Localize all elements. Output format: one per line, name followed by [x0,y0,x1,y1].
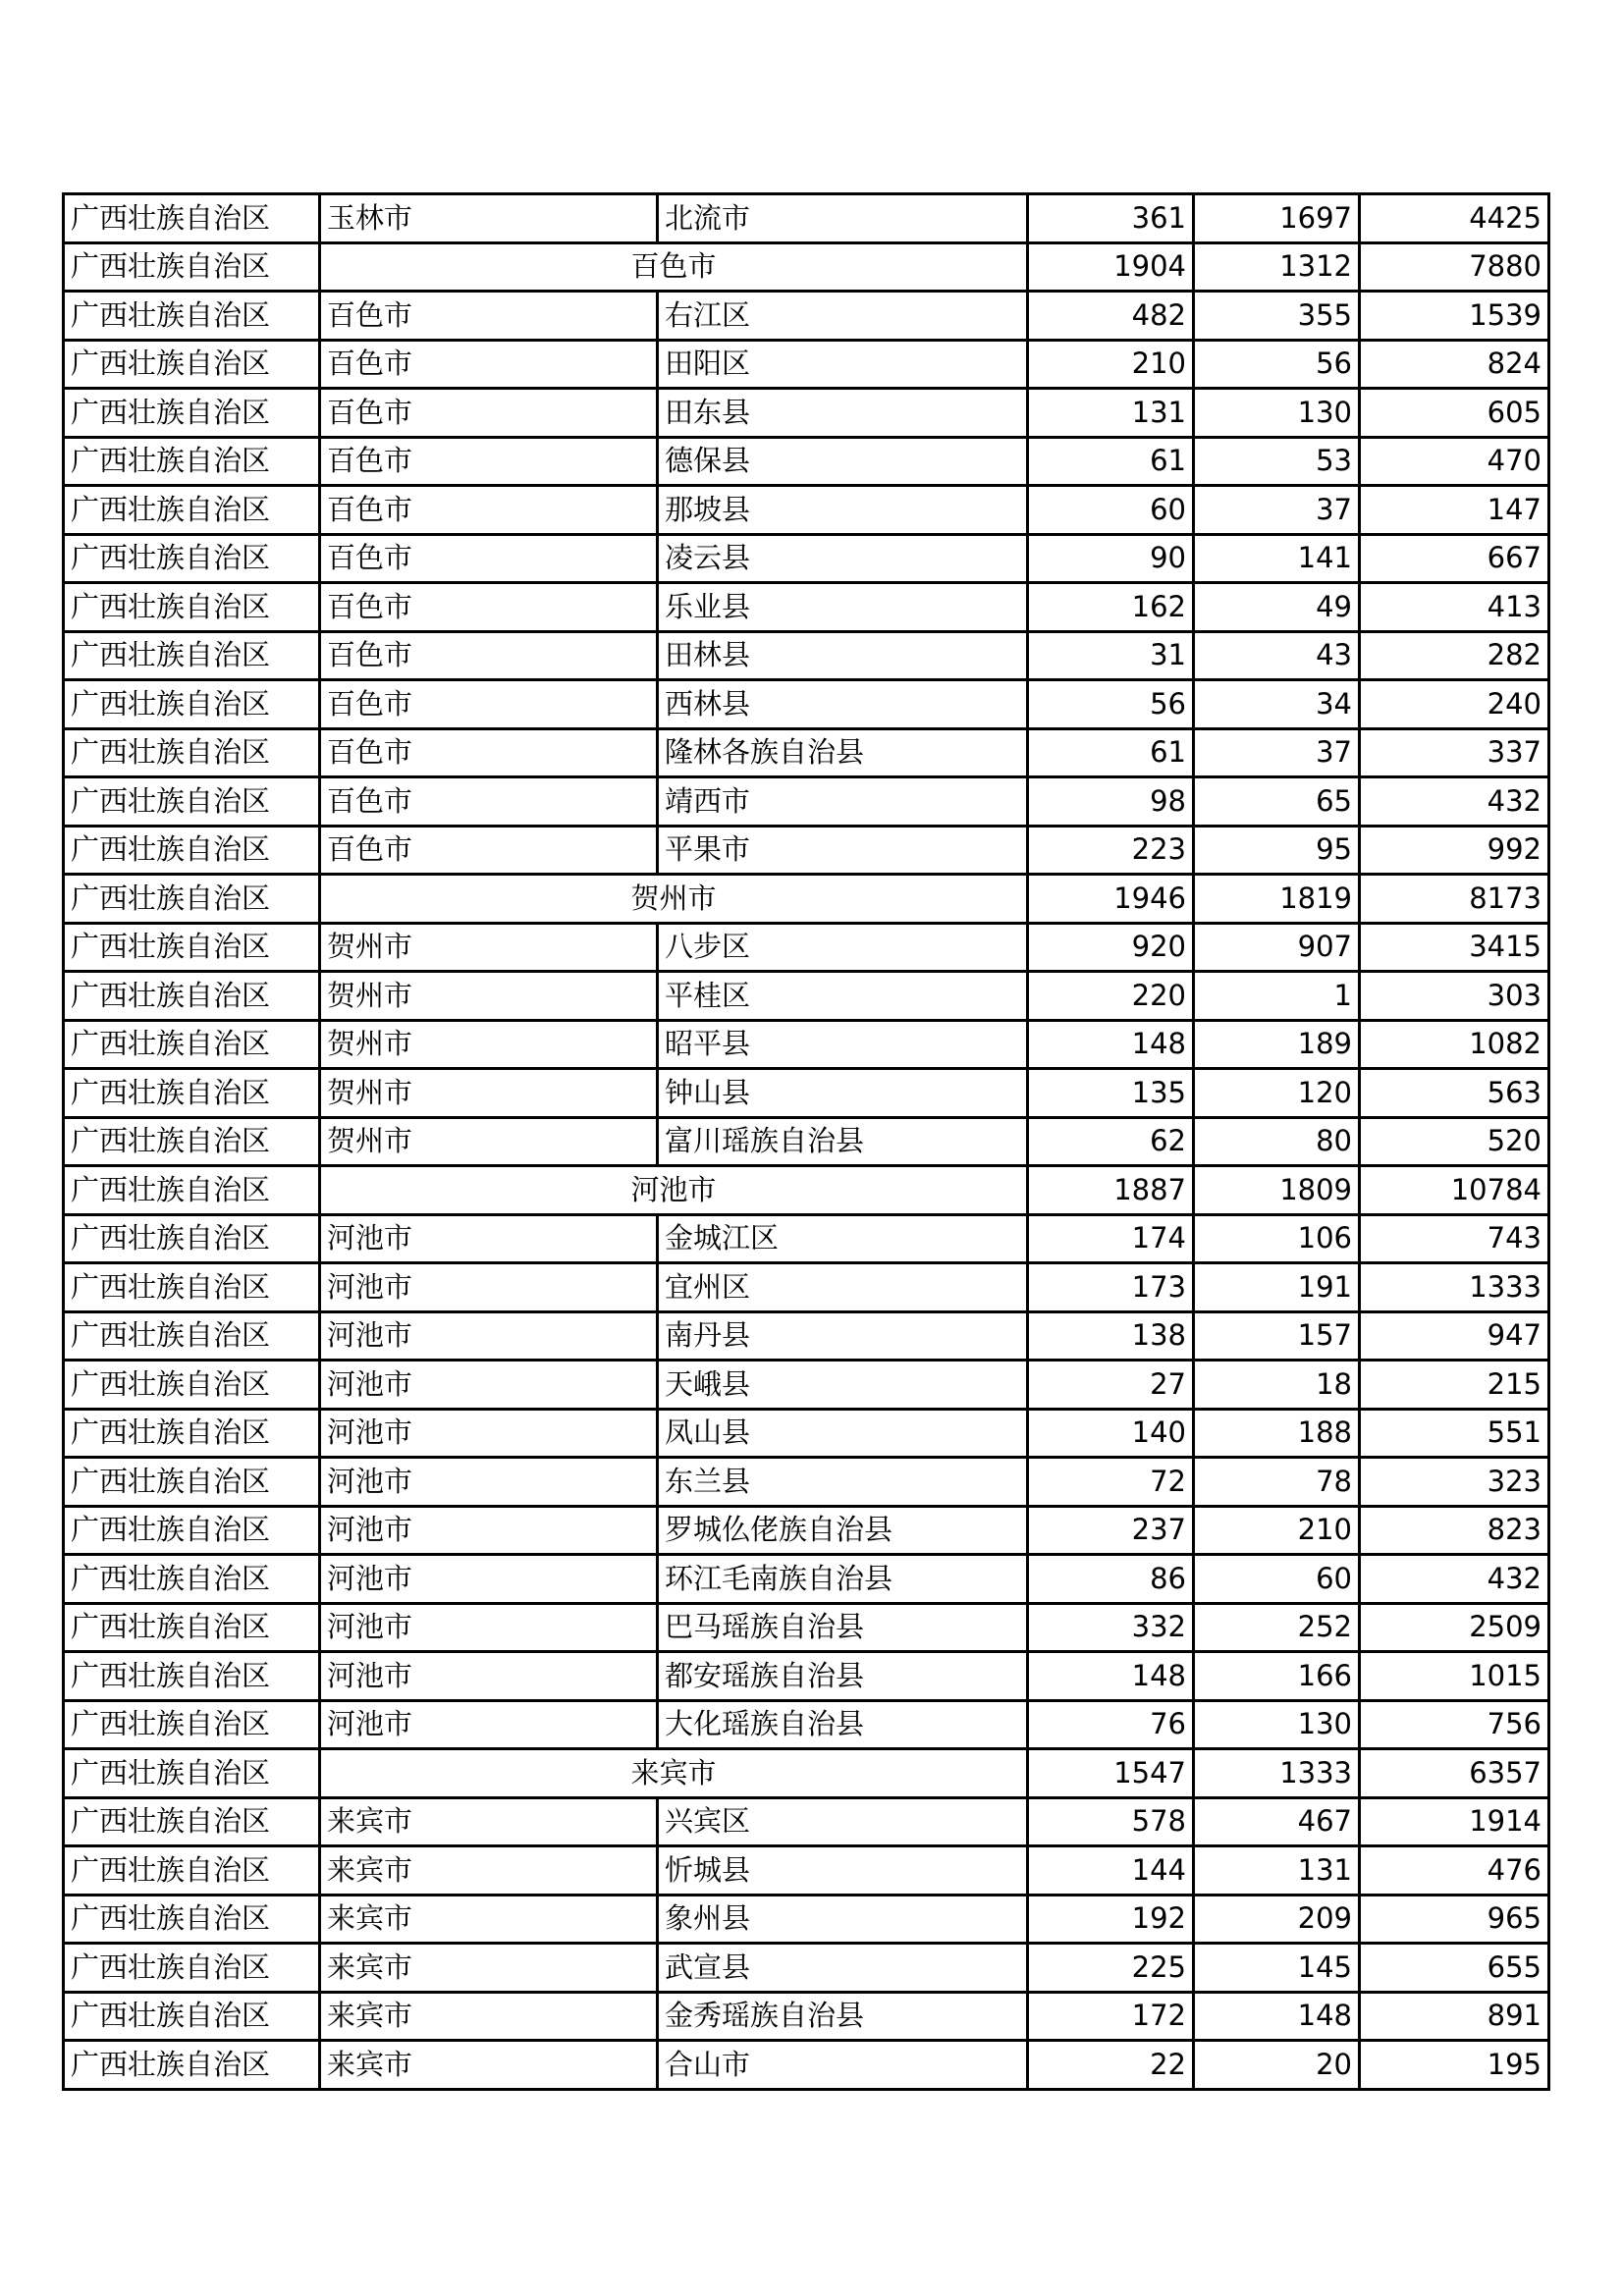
value-cell-1: 192 [1028,1895,1194,1944]
city-cell: 来宾市 [320,2041,658,2090]
value-cell-2: 65 [1194,777,1360,827]
city-cell: 来宾市 [320,1846,658,1896]
value-cell-1: 223 [1028,826,1194,875]
value-cell-2: 34 [1194,680,1360,729]
table-row [64,631,1549,680]
value-cell-2: 1809 [1194,1166,1360,1215]
province-cell: 广西壮族自治区 [64,340,320,389]
value-cell-1: 144 [1028,1846,1194,1896]
county-cell: 东兰县 [658,1458,1028,1507]
county-cell: 凤山县 [658,1409,1028,1458]
county-cell: 乐业县 [658,583,1028,632]
value-cell-1: 225 [1028,1944,1194,1993]
county-cell: 昭平县 [658,1020,1028,1069]
value-cell-3: 947 [1360,1311,1549,1361]
value-cell-1: 174 [1028,1214,1194,1263]
value-cell-1: 98 [1028,777,1194,827]
city-cell: 百色市 [320,534,658,583]
city-cell: 河池市 [320,1603,658,1652]
value-cell-3: 823 [1360,1506,1549,1555]
value-cell-1: 237 [1028,1506,1194,1555]
province-cell: 广西壮族自治区 [64,1603,320,1652]
province-cell: 广西壮族自治区 [64,1409,320,1458]
city-cell: 河池市 [320,1409,658,1458]
city-cell: 河池市 [320,1652,658,1701]
value-cell-2: 80 [1194,1117,1360,1166]
province-cell: 广西壮族自治区 [64,1992,320,2041]
value-cell-1: 148 [1028,1020,1194,1069]
value-cell-3: 824 [1360,340,1549,389]
county-cell: 凌云县 [658,534,1028,583]
city-cell: 玉林市 [320,194,658,243]
value-cell-3: 7880 [1360,242,1549,292]
value-cell-1: 482 [1028,292,1194,341]
value-cell-1: 31 [1028,631,1194,680]
value-cell-3: 1015 [1360,1652,1549,1701]
value-cell-3: 476 [1360,1846,1549,1896]
province-cell: 广西壮族自治区 [64,777,320,827]
value-cell-1: 61 [1028,437,1194,486]
city-cell: 贺州市 [320,1020,658,1069]
value-cell-1: 140 [1028,1409,1194,1458]
city-total-row [64,1749,1549,1798]
city-cell: 来宾市 [320,1797,658,1846]
province-cell: 广西壮族自治区 [64,2041,320,2090]
value-cell-2: 18 [1194,1361,1360,1410]
province-cell: 广西壮族自治区 [64,1458,320,1507]
value-cell-1: 172 [1028,1992,1194,2041]
value-cell-3: 240 [1360,680,1549,729]
value-cell-3: 520 [1360,1117,1549,1166]
value-cell-3: 215 [1360,1361,1549,1410]
value-cell-1: 86 [1028,1555,1194,1604]
city-cell: 贺州市 [320,1117,658,1166]
city-cell: 百色市 [320,486,658,535]
province-cell: 广西壮族自治区 [64,1166,320,1215]
table-row [64,1992,1549,2041]
county-cell: 金秀瑶族自治县 [658,1992,1028,2041]
city-cell: 来宾市 [320,1895,658,1944]
value-cell-3: 756 [1360,1700,1549,1749]
value-cell-3: 563 [1360,1069,1549,1118]
county-cell: 都安瑶族自治县 [658,1652,1028,1701]
city-cell: 贺州市 [320,923,658,972]
value-cell-2: 188 [1194,1409,1360,1458]
value-cell-1: 1946 [1028,875,1194,924]
value-cell-1: 361 [1028,194,1194,243]
table-row [64,826,1549,875]
value-cell-1: 76 [1028,1700,1194,1749]
province-cell: 广西壮族自治区 [64,242,320,292]
county-cell: 兴宾区 [658,1797,1028,1846]
table-row [64,389,1549,438]
value-cell-2: 252 [1194,1603,1360,1652]
value-cell-3: 1914 [1360,1797,1549,1846]
value-cell-2: 60 [1194,1555,1360,1604]
value-cell-3: 303 [1360,972,1549,1021]
value-cell-2: 120 [1194,1069,1360,1118]
value-cell-2: 189 [1194,1020,1360,1069]
table-row [64,1652,1549,1701]
table-row [64,486,1549,535]
value-cell-2: 130 [1194,389,1360,438]
statistics-table [62,192,1550,2091]
table-row [64,1797,1549,1846]
value-cell-2: 1819 [1194,875,1360,924]
table-row [64,1361,1549,1410]
value-cell-1: 60 [1028,486,1194,535]
city-cell: 百色市 [320,340,658,389]
value-cell-2: 130 [1194,1700,1360,1749]
province-cell: 广西壮族自治区 [64,728,320,777]
value-cell-3: 1082 [1360,1020,1549,1069]
table-row [64,1117,1549,1166]
table-row [64,1409,1549,1458]
value-cell-2: 210 [1194,1506,1360,1555]
city-cell: 百色市 [320,826,658,875]
city-total-cell: 贺州市 [320,875,1028,924]
table-row [64,1555,1549,1604]
province-cell: 广西壮族自治区 [64,826,320,875]
city-cell: 河池市 [320,1263,658,1312]
province-cell: 广西壮族自治区 [64,292,320,341]
value-cell-3: 891 [1360,1992,1549,2041]
province-cell: 广西壮族自治区 [64,972,320,1021]
table-row [64,777,1549,827]
province-cell: 广西壮族自治区 [64,1749,320,1798]
value-cell-2: 43 [1194,631,1360,680]
value-cell-1: 173 [1028,1263,1194,1312]
city-cell: 河池市 [320,1458,658,1507]
value-cell-1: 162 [1028,583,1194,632]
county-cell: 隆林各族自治县 [658,728,1028,777]
county-cell: 天峨县 [658,1361,1028,1410]
value-cell-2: 191 [1194,1263,1360,1312]
city-cell: 百色市 [320,583,658,632]
value-cell-1: 220 [1028,972,1194,1021]
county-cell: 金城江区 [658,1214,1028,1263]
value-cell-2: 106 [1194,1214,1360,1263]
table-row [64,1020,1549,1069]
province-cell: 广西壮族自治区 [64,1361,320,1410]
value-cell-3: 147 [1360,486,1549,535]
value-cell-3: 6357 [1360,1749,1549,1798]
city-cell: 百色市 [320,292,658,341]
table-row [64,1311,1549,1361]
city-cell: 贺州市 [320,972,658,1021]
county-cell: 田林县 [658,631,1028,680]
value-cell-2: 1312 [1194,242,1360,292]
value-cell-2: 209 [1194,1895,1360,1944]
value-cell-1: 1904 [1028,242,1194,292]
table-row [64,2041,1549,2090]
county-cell: 象州县 [658,1895,1028,1944]
county-cell: 大化瑶族自治县 [658,1700,1028,1749]
county-cell: 德保县 [658,437,1028,486]
province-cell: 广西壮族自治区 [64,389,320,438]
value-cell-2: 20 [1194,2041,1360,2090]
table-row [64,1214,1549,1263]
table-row [64,1069,1549,1118]
value-cell-1: 578 [1028,1797,1194,1846]
city-cell: 百色市 [320,389,658,438]
province-cell: 广西壮族自治区 [64,194,320,243]
county-cell: 钟山县 [658,1069,1028,1118]
province-cell: 广西壮族自治区 [64,1311,320,1361]
province-cell: 广西壮族自治区 [64,923,320,972]
province-cell: 广西壮族自治区 [64,1263,320,1312]
province-cell: 广西壮族自治区 [64,631,320,680]
city-cell: 百色市 [320,631,658,680]
value-cell-3: 470 [1360,437,1549,486]
value-cell-3: 337 [1360,728,1549,777]
value-cell-1: 138 [1028,1311,1194,1361]
county-cell: 南丹县 [658,1311,1028,1361]
table-row [64,1506,1549,1555]
value-cell-1: 72 [1028,1458,1194,1507]
province-cell: 广西壮族自治区 [64,1797,320,1846]
value-cell-1: 135 [1028,1069,1194,1118]
city-cell: 百色市 [320,437,658,486]
city-cell: 河池市 [320,1311,658,1361]
value-cell-3: 965 [1360,1895,1549,1944]
province-cell: 广西壮族自治区 [64,1117,320,1166]
province-cell: 广西壮族自治区 [64,1652,320,1701]
province-cell: 广西壮族自治区 [64,1846,320,1896]
value-cell-2: 37 [1194,486,1360,535]
province-cell: 广西壮族自治区 [64,1069,320,1118]
county-cell: 平桂区 [658,972,1028,1021]
county-cell: 富川瑶族自治县 [658,1117,1028,1166]
county-cell: 罗城仫佬族自治县 [658,1506,1028,1555]
county-cell: 靖西市 [658,777,1028,827]
value-cell-2: 141 [1194,534,1360,583]
value-cell-3: 655 [1360,1944,1549,1993]
table-row [64,194,1549,243]
table-row [64,680,1549,729]
value-cell-3: 4425 [1360,194,1549,243]
value-cell-3: 8173 [1360,875,1549,924]
table-row [64,1263,1549,1312]
province-cell: 广西壮族自治区 [64,486,320,535]
table-body [64,194,1549,2090]
city-cell: 来宾市 [320,1992,658,2041]
value-cell-2: 157 [1194,1311,1360,1361]
value-cell-3: 323 [1360,1458,1549,1507]
value-cell-3: 432 [1360,777,1549,827]
value-cell-1: 1887 [1028,1166,1194,1215]
value-cell-2: 148 [1194,1992,1360,2041]
city-cell: 河池市 [320,1700,658,1749]
table-row [64,1458,1549,1507]
county-cell: 北流市 [658,194,1028,243]
table-row [64,437,1549,486]
table-row [64,1846,1549,1896]
value-cell-2: 95 [1194,826,1360,875]
value-cell-2: 355 [1194,292,1360,341]
province-cell: 广西壮族自治区 [64,1944,320,1993]
value-cell-3: 743 [1360,1214,1549,1263]
value-cell-2: 78 [1194,1458,1360,1507]
province-cell: 广西壮族自治区 [64,1214,320,1263]
city-total-row [64,1166,1549,1215]
value-cell-3: 282 [1360,631,1549,680]
value-cell-2: 49 [1194,583,1360,632]
table-row [64,1603,1549,1652]
table-row [64,923,1549,972]
value-cell-3: 10784 [1360,1166,1549,1215]
value-cell-3: 1333 [1360,1263,1549,1312]
value-cell-1: 920 [1028,923,1194,972]
value-cell-1: 22 [1028,2041,1194,2090]
county-cell: 忻城县 [658,1846,1028,1896]
city-cell: 贺州市 [320,1069,658,1118]
value-cell-3: 605 [1360,389,1549,438]
city-total-row [64,875,1549,924]
city-total-cell: 来宾市 [320,1749,1028,1798]
province-cell: 广西壮族自治区 [64,1020,320,1069]
value-cell-1: 148 [1028,1652,1194,1701]
table-row [64,534,1549,583]
city-total-cell: 河池市 [320,1166,1028,1215]
county-cell: 武宣县 [658,1944,1028,1993]
value-cell-2: 53 [1194,437,1360,486]
value-cell-3: 1539 [1360,292,1549,341]
province-cell: 广西壮族自治区 [64,680,320,729]
value-cell-2: 1697 [1194,194,1360,243]
county-cell: 西林县 [658,680,1028,729]
city-cell: 百色市 [320,777,658,827]
value-cell-1: 62 [1028,1117,1194,1166]
county-cell: 合山市 [658,2041,1028,2090]
value-cell-2: 1 [1194,972,1360,1021]
value-cell-2: 145 [1194,1944,1360,1993]
province-cell: 广西壮族自治区 [64,534,320,583]
value-cell-3: 667 [1360,534,1549,583]
province-cell: 广西壮族自治区 [64,437,320,486]
city-total-cell: 百色市 [320,242,1028,292]
county-cell: 右江区 [658,292,1028,341]
value-cell-1: 90 [1028,534,1194,583]
table-row [64,583,1549,632]
value-cell-1: 61 [1028,728,1194,777]
county-cell: 巴马瑶族自治县 [658,1603,1028,1652]
city-cell: 河池市 [320,1506,658,1555]
city-cell: 河池市 [320,1361,658,1410]
province-cell: 广西壮族自治区 [64,583,320,632]
value-cell-1: 210 [1028,340,1194,389]
city-cell: 河池市 [320,1214,658,1263]
province-cell: 广西壮族自治区 [64,875,320,924]
county-cell: 宜州区 [658,1263,1028,1312]
table-row [64,292,1549,341]
county-cell: 环江毛南族自治县 [658,1555,1028,1604]
value-cell-3: 195 [1360,2041,1549,2090]
province-cell: 广西壮族自治区 [64,1895,320,1944]
value-cell-3: 2509 [1360,1603,1549,1652]
value-cell-1: 56 [1028,680,1194,729]
value-cell-3: 551 [1360,1409,1549,1458]
table-row [64,1700,1549,1749]
city-cell: 来宾市 [320,1944,658,1993]
value-cell-1: 131 [1028,389,1194,438]
county-cell: 平果市 [658,826,1028,875]
province-cell: 广西壮族自治区 [64,1506,320,1555]
county-cell: 田阳区 [658,340,1028,389]
value-cell-3: 432 [1360,1555,1549,1604]
table-row [64,1895,1549,1944]
county-cell: 八步区 [658,923,1028,972]
county-cell: 那坡县 [658,486,1028,535]
value-cell-2: 907 [1194,923,1360,972]
province-cell: 广西壮族自治区 [64,1555,320,1604]
value-cell-2: 1333 [1194,1749,1360,1798]
table-row [64,340,1549,389]
value-cell-2: 166 [1194,1652,1360,1701]
city-cell: 河池市 [320,1555,658,1604]
value-cell-3: 992 [1360,826,1549,875]
province-cell: 广西壮族自治区 [64,1700,320,1749]
value-cell-2: 37 [1194,728,1360,777]
value-cell-1: 27 [1028,1361,1194,1410]
table-row [64,972,1549,1021]
value-cell-2: 131 [1194,1846,1360,1896]
table-row [64,728,1549,777]
city-total-row [64,242,1549,292]
city-cell: 百色市 [320,680,658,729]
value-cell-3: 3415 [1360,923,1549,972]
table-row [64,1944,1549,1993]
value-cell-1: 332 [1028,1603,1194,1652]
value-cell-1: 1547 [1028,1749,1194,1798]
value-cell-2: 56 [1194,340,1360,389]
county-cell: 田东县 [658,389,1028,438]
value-cell-3: 413 [1360,583,1549,632]
city-cell: 百色市 [320,728,658,777]
value-cell-2: 467 [1194,1797,1360,1846]
